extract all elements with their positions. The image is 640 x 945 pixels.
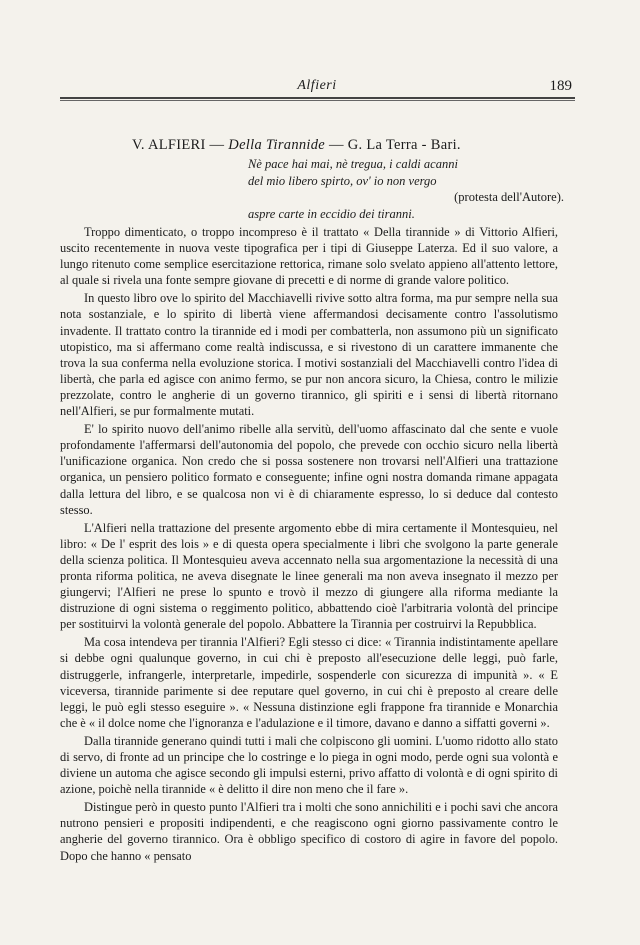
epigraph-line-1: Nè pace hai mai, nè tregua, i caldi acanni bbox=[248, 157, 458, 171]
paragraph: Dalla tirannide generano quindi tutti i mali che colpiscono gli uomini. L'uomo ridotto allo stato di servo, di fronte ad un principe che lo costringe e lo piega in ogni modo, perde ogni sua volontà e diviene un automa che agisce secondo gli impulsi esterni, privo affatto di volontà e di ogni spirito di azione, poichè nella tirannide « è delitto il dire non meno che il fare ». bbox=[60, 733, 558, 797]
running-title: Alfieri bbox=[297, 78, 337, 93]
paragraph: L'Alfieri nella trattazione del presente argomento ebbe di mira certamente il Montesquieu, nel libro: « De l' esprit des lois » e di questa opera specialmente i libri che svolgono la parte generale della scienza politica. Il Montesquieu aveva accennato nella sua argomentazione la necessità di una pronta riforma politica, ne aveva disegnate le linee generali ma non aveva insegnato il mezzo per giungervi; l'Alfieri ne prese lo spunto e trovò il mezzo di giungere alla riforma mediante la distruzione di ogni sistema o reggimento politico, abbattendo cioè l'arbitraria volontà del principe per sostituirvi la volontà generale del popolo. Abbattere la Tirannia per costruirvi la Repubblica. bbox=[60, 520, 558, 632]
paragraph: In questo libro ove lo spirito del Macchiavelli rivive sotto altra forma, ma pur sempre nella sua nota sostanziale, e lo spirito di libertà viene affermandosi decisamente contro l'assolutismo invadente. Il trattato contro la tirannide ed i modi per combatterla, non assumono più un significato utopistico, ma si affermano come realtà indiscussa, e si rivestono di un carattere immanente che trova la sua conferma nella evoluzione storica. I motivi sostanziali del Macchiavelli contro l'idea di libertà, che parla ed agisce con animo fermo, se pur non ancora sicuro, la Chiesa, contro le milizie prezzolate, contro le angherie di un governo tirannico, gli spiriti e i sensi di libertà ritornano nell'Alfieri, se pur formalmente mutati. bbox=[60, 291, 558, 419]
article-work-title: Della Tirannide bbox=[228, 137, 326, 153]
paragraph: Ma cosa intendeva per tirannia l'Alfieri? Egli stesso ci dice: « Tirannia indistintamente apellare si debbe ogni qualunque governo, in cui chi è preposto all'esecuzione delle leggi, può farle, distruggerle, infrangerle, interpretarle, impedirle, sospenderle con sicurezza di impunità ». « E viceversa, tirannide parimente si dee reputare quel governo, in cui chi è preposto al creare delle leggi, le può egli stesso eseguire ». « Nessuna distinzione egli frappone fra tirannide e Monarchia che è « il dolce nome che l'ignoranza e l'adulazione e il timore, davano e danno a siffatti governi ». bbox=[60, 635, 558, 730]
header-rule-thin bbox=[60, 100, 575, 101]
epigraph-attribution: (protesta dell'Autore). bbox=[454, 190, 564, 204]
article-title bbox=[132, 137, 562, 154]
page-number: 189 bbox=[549, 78, 572, 94]
epigraph-line-3: aspre carte in eccidio dei tiranni. bbox=[248, 206, 415, 221]
epigraph bbox=[248, 156, 578, 222]
running-head bbox=[62, 78, 572, 96]
article-publisher: — G. La Terra - Bari. bbox=[328, 137, 461, 153]
epigraph-line-2: del mio libero spirto, ov' io non vergo bbox=[248, 173, 437, 188]
article-author: V. ALFIERI — bbox=[132, 137, 225, 153]
article-body bbox=[60, 224, 558, 864]
paragraph: Distingue però in questo punto l'Alfieri tra i molti che sono annichiliti e i pochi savi che ancora nutrono pensieri e propositi indipendenti, e che reagiscono ogni giorno passivamente contro le angherie del governo tirannico. Ora è obbligo specifico di costoro di agire in favore del popolo. Dopo che hanno « pensato bbox=[60, 800, 558, 863]
header-rule bbox=[60, 97, 575, 99]
paragraph: E' lo spirito nuovo dell'animo ribelle alla servitù, dell'uomo affascinato dal che sente e vuole profondamente l'affermarsi dell'autonomia del popolo, che prevede con occhio sicuro nella libertà l'unificazione organica. Non credo che si possa sostenere non trovarsi nell'Alfieri una trattazione organica, un pensiero politico formato e conseguente; infine ogni nostra domanda rimane appagata dalla lettura del libro, e se qualcosa non vi è di chiaramente espresso, lo si deduce dal contesto stesso. bbox=[60, 422, 558, 517]
paragraph: Troppo dimenticato, o troppo incompreso è il trattato « Della tirannide » di Vittorio Alfieri, uscito recentemente in nuova veste tipografica per i tipi di Giuseppe Laterza. Ed il suo valore, a lungo ritenuto come semplice esercitazione rettorica, rimane solo svelato appieno all'attento lettore, al quale si rivela una fonte sempre giovane di precetti e di norme di grande valore politico. bbox=[60, 225, 558, 288]
